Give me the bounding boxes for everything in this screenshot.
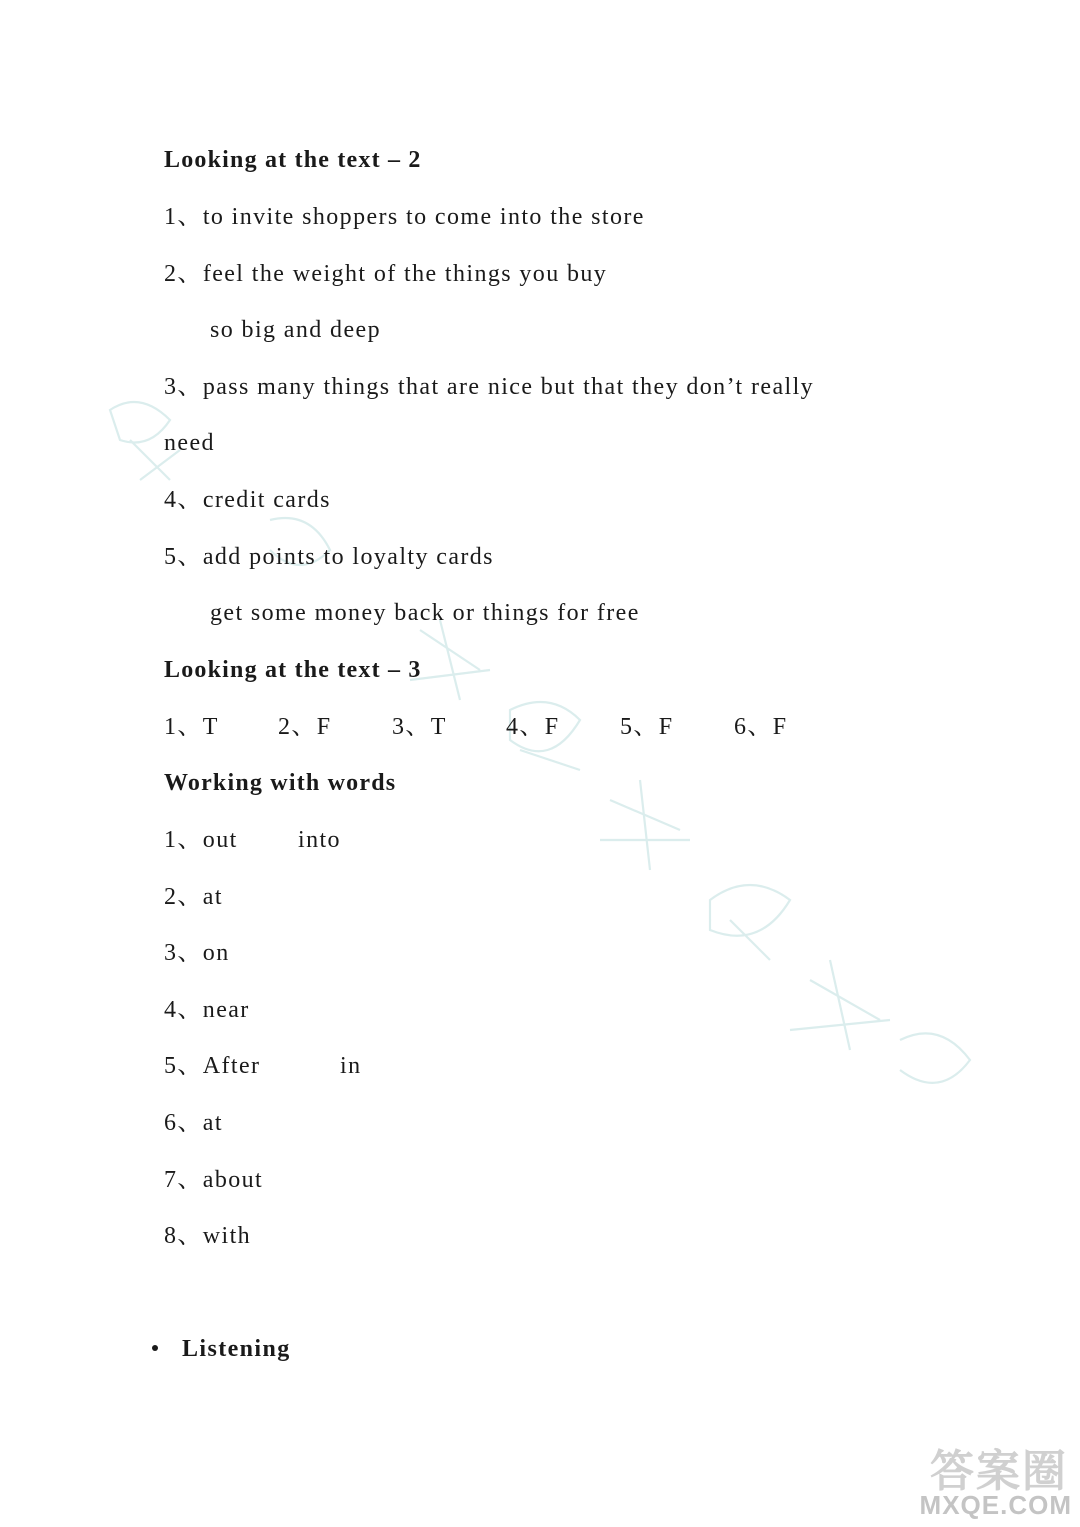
- answer-cell: 2、F: [278, 714, 332, 740]
- list-item: [164, 1165, 274, 1195]
- section-heading-looking-at-text-2: Looking at the text – 2: [164, 147, 422, 173]
- list-item: [164, 995, 274, 1025]
- section-heading-working-with-words: Working with words: [164, 770, 397, 796]
- watermark-site: MXQE.COM: [919, 1490, 1072, 1520]
- list-item: [164, 1221, 274, 1251]
- site-watermark: [902, 1435, 1072, 1525]
- answer-first: 1、out: [164, 827, 238, 853]
- list-item: [164, 882, 274, 912]
- answer-first: 2、at: [164, 884, 223, 910]
- watermark-logo: 答案圈: [930, 1446, 1068, 1497]
- item-text: to invite shoppers to come into the store: [202, 204, 645, 230]
- item-number: 3、: [164, 374, 203, 400]
- answer-first: 3、on: [164, 940, 230, 966]
- list-item: [164, 202, 645, 232]
- answer-cell: 5、F: [620, 714, 674, 740]
- listening-label: Listening: [182, 1336, 291, 1362]
- item-text: pass many things that are nice but that they don’t really: [202, 374, 815, 400]
- answer-second: into: [298, 827, 341, 853]
- list-item: [164, 542, 494, 572]
- answer-first: 7、about: [164, 1167, 264, 1193]
- answer-second: in: [340, 1053, 362, 1079]
- section-heading-listening: [152, 1334, 291, 1364]
- answer-first: 6、at: [164, 1110, 223, 1136]
- answer-cell: 3、T: [392, 714, 447, 740]
- section-heading-looking-at-text-3: Looking at the text – 3: [164, 657, 422, 683]
- item-number: 4、: [164, 487, 203, 513]
- item-number: 2、: [164, 261, 203, 287]
- answer-cell: 4、F: [506, 714, 560, 740]
- item-number: 1、: [164, 204, 203, 230]
- list-item: [164, 825, 341, 855]
- list-item: [164, 1108, 274, 1138]
- true-false-answers: [164, 712, 848, 742]
- item-number: 5、: [164, 544, 203, 570]
- item-text: feel the weight of the things you buy: [202, 261, 608, 287]
- answer-first: 4、near: [164, 997, 250, 1023]
- answer-cell: 1、T: [164, 714, 219, 740]
- list-item: [164, 372, 814, 402]
- list-item-wrap: need: [164, 430, 215, 456]
- list-item-continuation: get some money back or things for free: [210, 600, 640, 626]
- bullet-icon: [152, 1345, 158, 1351]
- list-item: [164, 259, 607, 289]
- item-text: credit cards: [202, 487, 331, 513]
- list-item: [164, 1051, 361, 1081]
- answer-first: 8、with: [164, 1223, 252, 1249]
- item-text: add points to loyalty cards: [202, 544, 494, 570]
- list-item: [164, 485, 331, 515]
- answer-first: 5、After: [164, 1053, 261, 1079]
- list-item-continuation: so big and deep: [210, 317, 381, 343]
- list-item: [164, 938, 274, 968]
- answer-cell: 6、F: [734, 714, 788, 740]
